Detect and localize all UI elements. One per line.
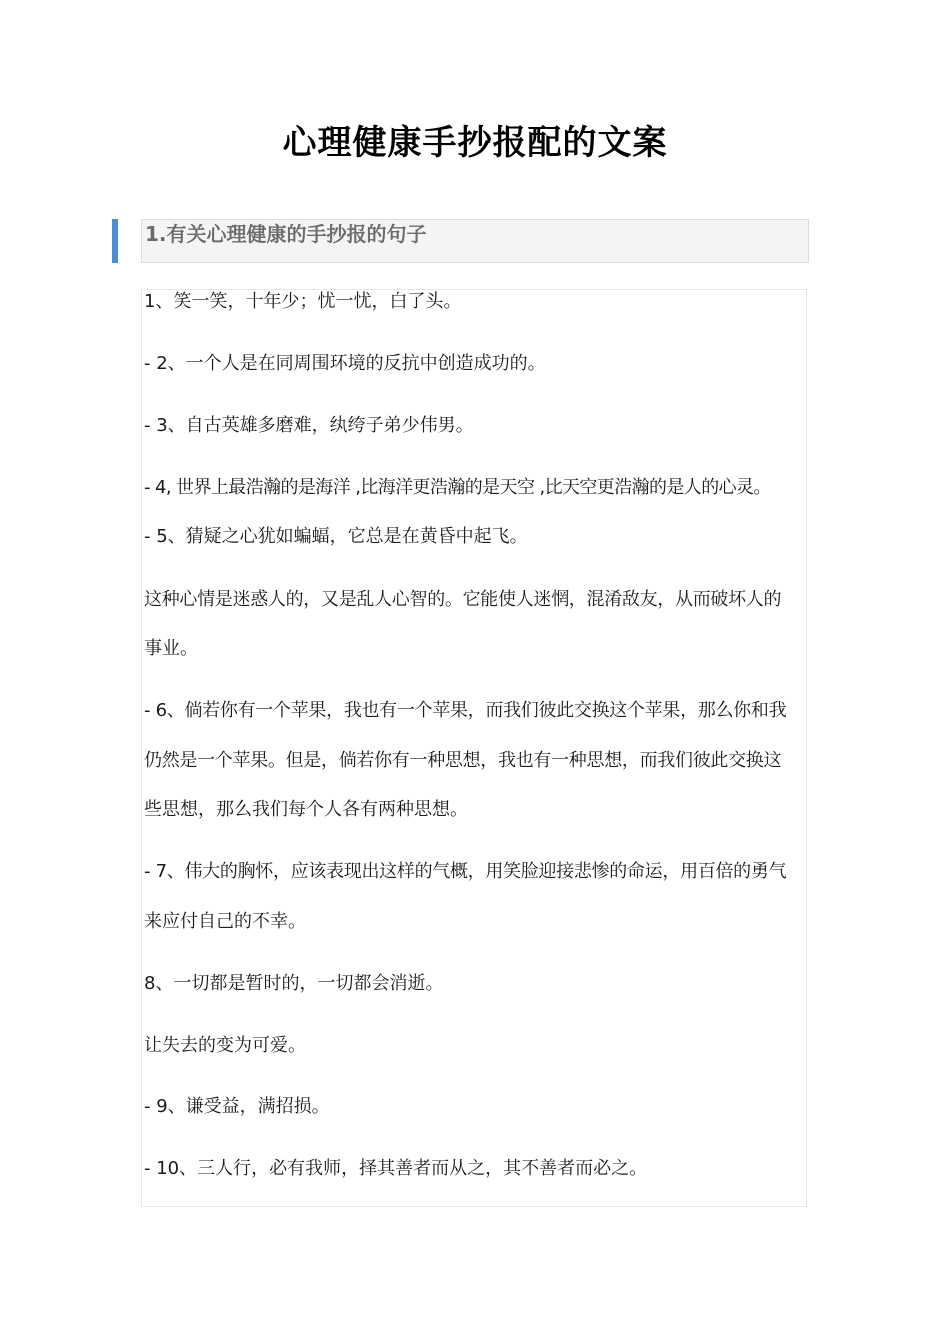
section-heading: 1.有关心理健康的手抄报的句子	[145, 222, 427, 246]
text-line: 事业。	[144, 638, 198, 659]
text-line: - 2、一个人是在同周围环境的反抗中创造成功的。	[144, 353, 546, 374]
text-line: 仍然是一个苹果。但是，倘若你有一种思想，我也有一种思想，而我们彼此交换这	[144, 750, 782, 771]
text-line: - 4, 世界上最浩瀚的是海洋 ,比海洋更浩瀚的是天空 ,比天空更浩瀚的是人的心灵。	[144, 477, 771, 498]
page-title: 心理健康手抄报配的文案	[282, 123, 668, 163]
text-line: 让失去的变为可爱。	[144, 1035, 306, 1056]
text-line: 来应付自己的不幸。	[144, 911, 306, 932]
text-line: - 6、倘若你有一个苹果，我也有一个苹果，而我们彼此交换这个苹果，那么你和我	[144, 700, 787, 721]
text-line: - 9、谦受益，满招损。	[144, 1096, 330, 1117]
text-line: - 5、猜疑之心犹如蝙蝠，它总是在黄昏中起飞。	[144, 526, 528, 547]
section-header	[141, 219, 809, 263]
text-line: - 10、三人行，必有我师，择其善者而从之，其不善者而必之。	[144, 1158, 648, 1179]
text-line: 8、一切都是暂时的，一切都会消逝。	[144, 973, 444, 994]
text-line: - 7、伟大的胸怀，应该表现出这样的气概，用笑脸迎接悲惨的命运，用百倍的勇气	[144, 861, 787, 882]
text-line: 1、笑一笑，十年少；忧一忧，白了头。	[144, 291, 462, 312]
section-accent-bar	[112, 219, 118, 263]
text-line: 这种心情是迷惑人的，又是乱人心智的。它能使人迷惘，混淆敌友，从而破坏人的	[144, 589, 782, 610]
text-line: - 3、自古英雄多磨难，纨绔子弟少伟男。	[144, 415, 474, 436]
text-line: 些思想，那么我们每个人各有两种思想。	[144, 799, 468, 820]
